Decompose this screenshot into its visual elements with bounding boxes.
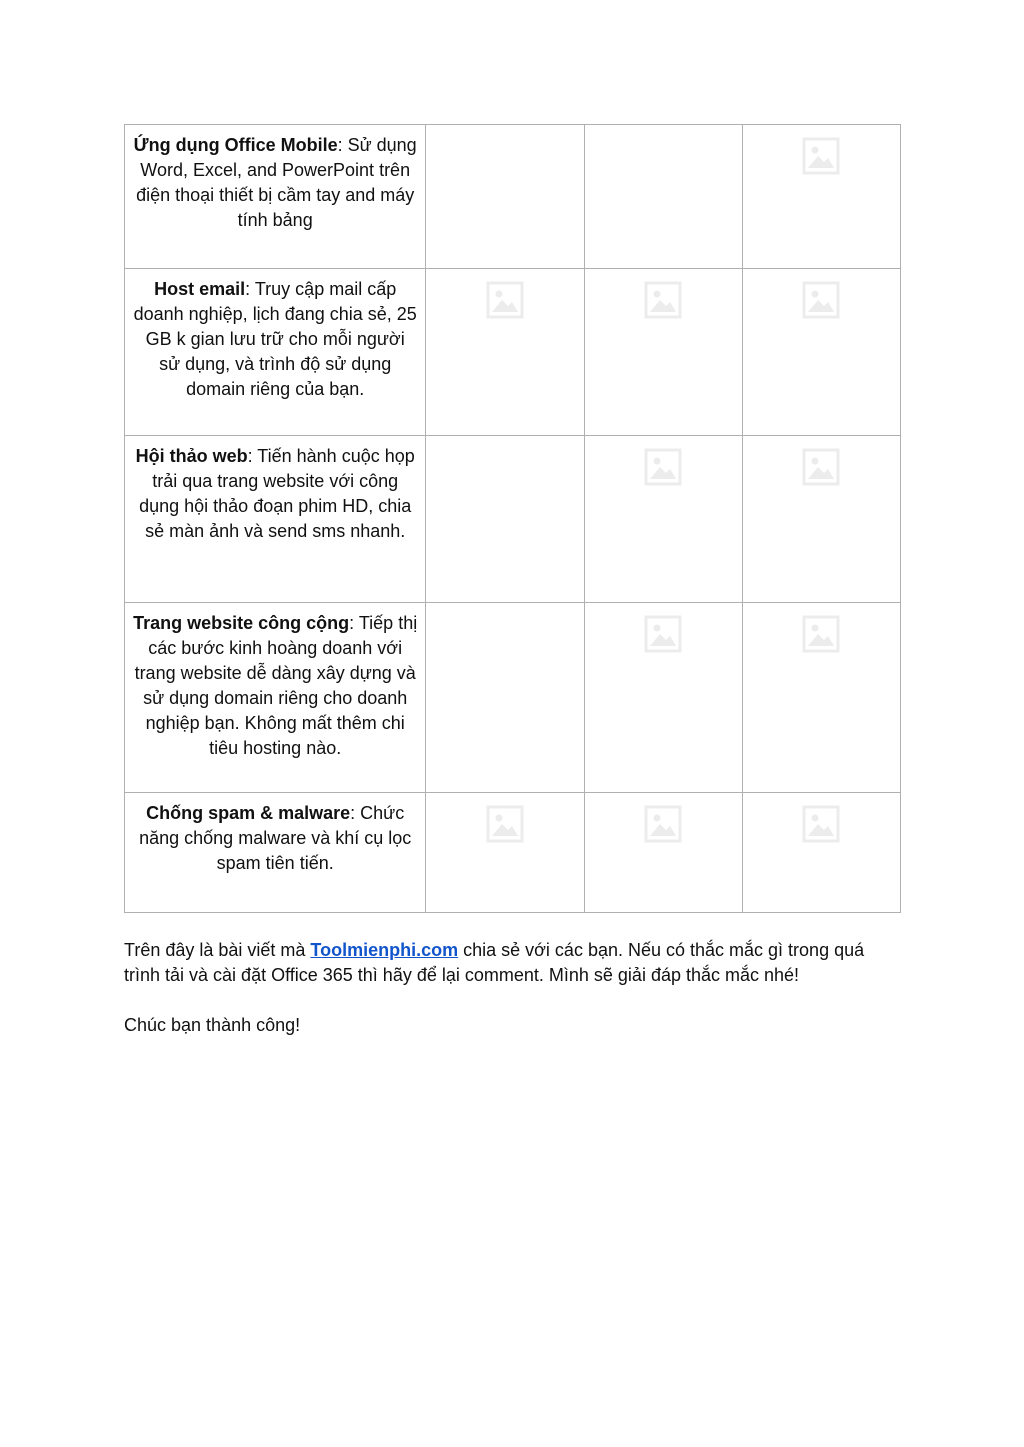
- image-placeholder-icon: [644, 448, 682, 486]
- plan-cell: [742, 269, 900, 436]
- feature-description-cell: [125, 436, 426, 603]
- feature-description-cell: [125, 125, 426, 269]
- plan-cell: [584, 603, 742, 793]
- image-placeholder-icon: [644, 281, 682, 319]
- image-placeholder-icon: [802, 615, 840, 653]
- feature-description: [125, 603, 425, 761]
- summary-text-end: chia sẻ với các bạn. Nếu có thắc mắc gì trong quá trình tải và cài đặt Office 365 thì hãy để lại comment. Mình sẽ giải đáp thắc mắc nhé!: [124, 940, 865, 985]
- feature-description: [125, 269, 425, 402]
- image-placeholder-icon: [486, 281, 524, 319]
- feature-title: Chống spam & malware: [146, 803, 351, 823]
- plan-cell: [426, 125, 584, 269]
- feature-description-cell: [125, 793, 426, 913]
- feature-title: Ứng dụng Office Mobile: [133, 135, 338, 155]
- plan-cell: [584, 269, 742, 436]
- image-placeholder-icon: [644, 805, 682, 843]
- feature-description: [125, 793, 425, 876]
- feature-text: : Tiếp thị các bước kinh hoàng doanh với trang website dễ dàng xây dựng và sử dụng domain riêng cho doanh nghiệp bạn. Không mất thêm chi tiêu hosting nào.: [134, 613, 418, 758]
- table-row: [125, 269, 901, 436]
- summary-text-start: Trên đây là bài viết mà: [124, 940, 311, 960]
- table-row: [125, 436, 901, 603]
- image-placeholder-icon: [486, 805, 524, 843]
- feature-text: : Truy cập mail cấp doanh nghiệp, lịch đang chia sẻ, 25 GB k gian lưu trữ cho mỗi người sử dụng, và trình độ sử dụng domain riêng của bạn.: [133, 279, 417, 399]
- plan-cell: [742, 603, 900, 793]
- table-row: [125, 125, 901, 269]
- closing-line: Chúc bạn thành công!: [124, 1015, 301, 1035]
- features-table: [124, 124, 901, 913]
- plan-cell: [426, 269, 584, 436]
- plan-cell: [426, 793, 584, 913]
- feature-title: Host email: [154, 279, 246, 299]
- plan-cell: [584, 436, 742, 603]
- feature-title: Hội thảo web: [135, 446, 248, 466]
- feature-description: [125, 436, 425, 544]
- table-row: [125, 603, 901, 793]
- image-placeholder-icon: [802, 448, 840, 486]
- image-placeholder-icon: [802, 805, 840, 843]
- image-placeholder-icon: [802, 281, 840, 319]
- image-placeholder-icon: [802, 137, 840, 175]
- feature-text: : Chức năng chống malware và khí cụ lọc spam tiên tiến.: [139, 803, 412, 873]
- feature-text: : Tiến hành cuộc họp trải qua trang website với công dụng hội thảo đoạn phim HD, chia sẻ màn ảnh và send sms nhanh.: [139, 446, 415, 541]
- image-placeholder-icon: [644, 615, 682, 653]
- plan-cell: [426, 436, 584, 603]
- table-row: [125, 793, 901, 913]
- feature-description: [125, 125, 425, 233]
- feature-text: : Sử dụng Word, Excel, and PowerPoint trên điện thoại thiết bị cầm tay and máy tính bảng: [136, 135, 417, 230]
- toolmienphi-link[interactable]: Toolmienphi.com: [310, 940, 459, 960]
- feature-description-cell: [125, 603, 426, 793]
- feature-title: Trang website công cộng: [133, 613, 350, 633]
- plan-cell: [584, 793, 742, 913]
- feature-description-cell: [125, 269, 426, 436]
- summary-paragraph: [124, 938, 904, 988]
- plan-cell: [426, 603, 584, 793]
- plan-cell: [742, 125, 900, 269]
- plan-cell: [584, 125, 742, 269]
- plan-cell: [742, 436, 900, 603]
- plan-cell: [742, 793, 900, 913]
